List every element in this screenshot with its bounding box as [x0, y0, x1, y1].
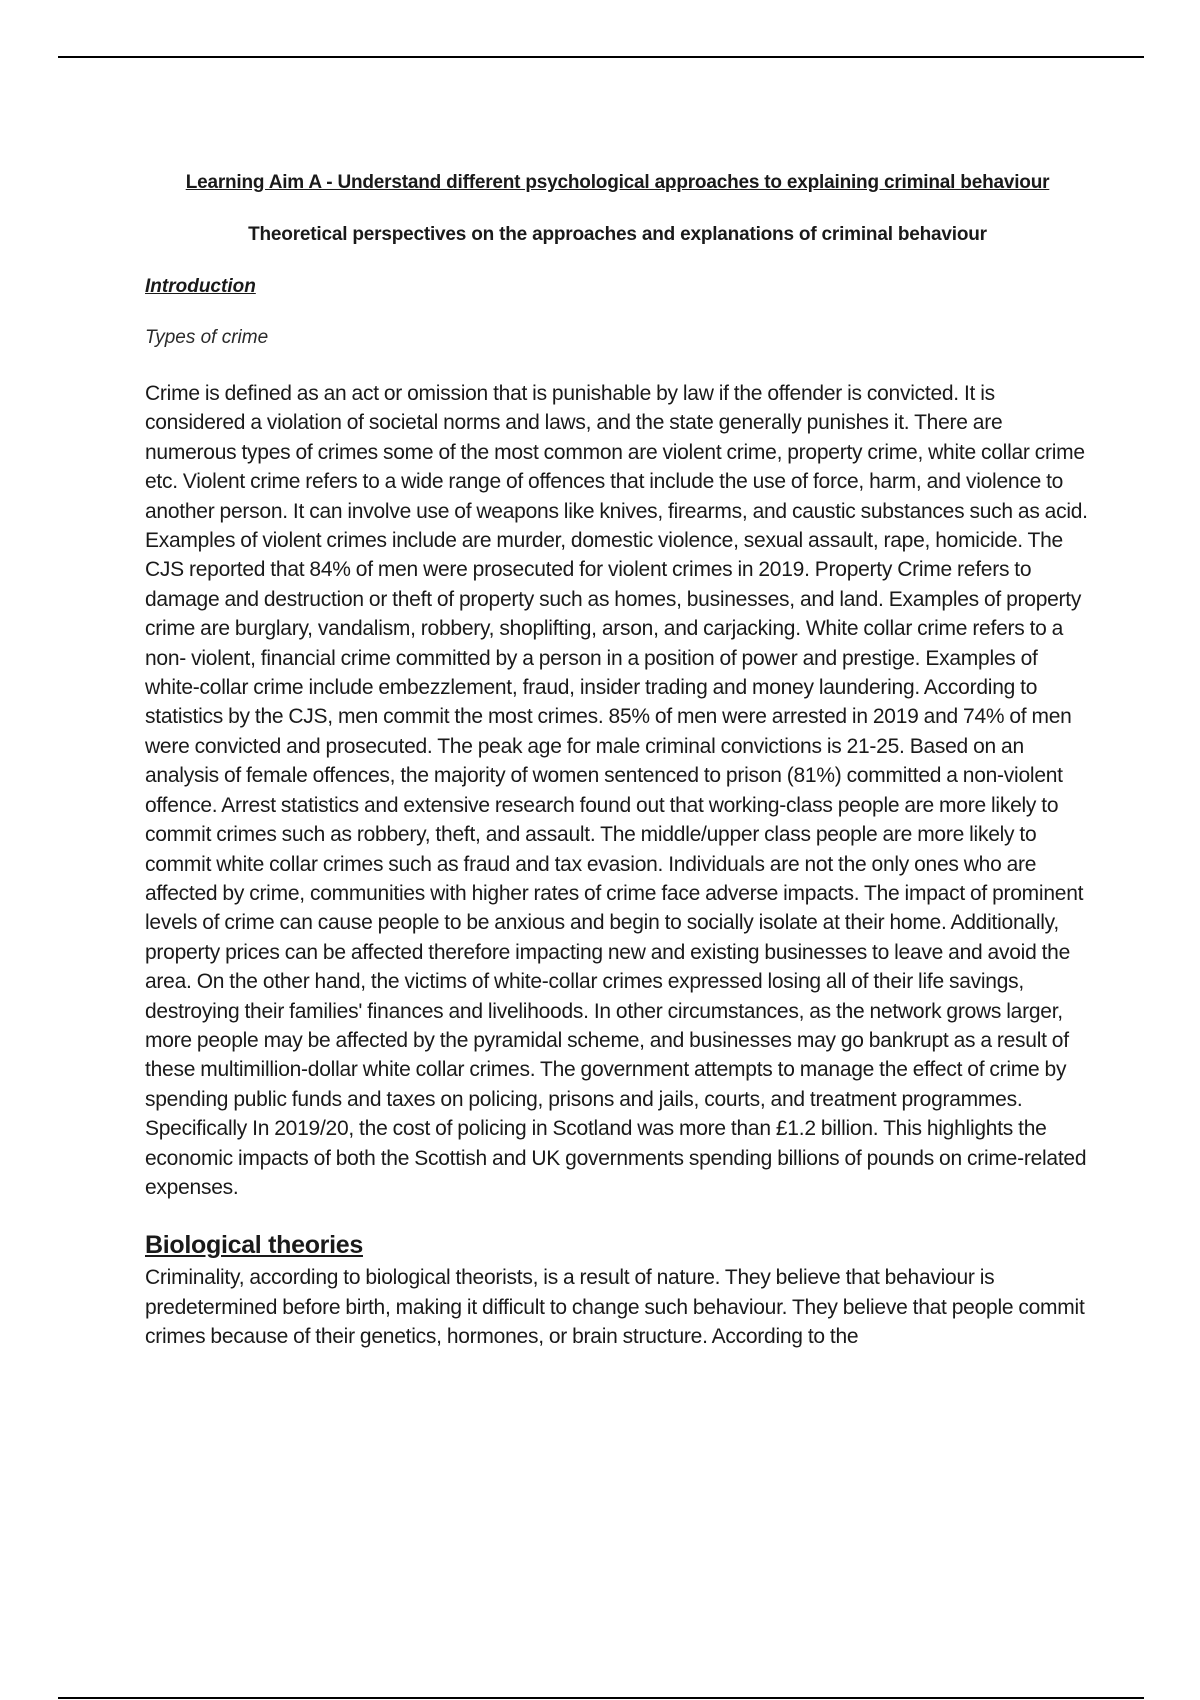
paragraph-biological-theories: Criminality, according to biological theorists, is a result of nature. They believe that behaviour is predetermined before birth, making it difficult to change such behaviour. They believe that people commit crimes because of their genetics, hormones, or brain structure. According to the	[145, 1266, 1085, 1349]
section-heading-introduction: Introduction	[145, 276, 256, 297]
document-subtitle: Theoretical perspectives on the approaches and explanations of criminal behaviour	[248, 224, 987, 245]
section-heading-biological-theories: Biological theories	[145, 1231, 363, 1260]
page-top-rule	[58, 56, 1144, 58]
document-body	[145, 170, 1090, 1352]
paragraph-types-of-crime: Crime is defined as an act or omission that is punishable by law if the offender is convicted. It is considered a violation of societal norms and laws, and the state generally punishes it. There are numerous types of crimes some of the most common are violent crime, property crime, white collar crime etc. Violent crime refers to a wide range of offences that include the use of force, harm, and violence to another person. It can involve use of weapons like knives, firearms, and caustic substances such as acid. Examples of violent crimes include are murder, domestic violence, sexual assault, rape, homicide. The CJS reported that 84% of men were prosecuted for violent crimes in 2019. Property Crime refers to damage and destruction or theft of property such as homes, businesses, and land. Examples of property crime are burglary, vandalism, robbery, shoplifting, arson, and carjacking. White collar crime refers to a non- violent, financial crime committed by a person in a position of power and prestige. Examples of white-collar crime include embezzlement, fraud, insider trading and money laundering. According to statistics by the CJS, men commit the most crimes. 85% of men were arrested in 2019 and 74% of men were convicted and prosecuted. The peak age for male criminal convictions is 21-25. Based on an analysis of female offences, the majority of women sentenced to prison (81%) committed a non-violent offence. Arrest statistics and extensive research found out that working-class people are more likely to commit crimes such as robbery, theft, and assault. The middle/upper class people are more likely to commit white collar crimes such as fraud and tax evasion. Individuals are not the only ones who are affected by crime, communities with higher rates of crime face adverse impacts. The impact of prominent levels of crime can cause people to be anxious and begin to socially isolate at their home. Additionally, property prices can be affected therefore impacting new and existing businesses to leave and avoid the area. On the other hand, the victims of white-collar crimes expressed losing all of their life savings, destroying their families' finances and livelihoods. In other circumstances, as the network grows larger, more people may be affected by the pyramidal scheme, and businesses may go bankrupt as a result of these multimillion-dollar white collar crimes. The government attempts to manage the effect of crime by spending public funds and taxes on policing, prisons and jails, courts, and treatment programmes. Specifically In 2019/20, the cost of policing in Scotland was more than £1.2 billion. This highlights the economic impacts of both the Scottish and UK governments spending billions of pounds on crime-related expenses.	[145, 382, 1088, 1199]
document-title: Learning Aim A - Understand different psychological approaches to explaining criminal behaviour	[185, 172, 1050, 193]
subsection-heading-types-of-crime: Types of crime	[145, 327, 269, 348]
page-bottom-rule	[58, 1697, 1144, 1699]
